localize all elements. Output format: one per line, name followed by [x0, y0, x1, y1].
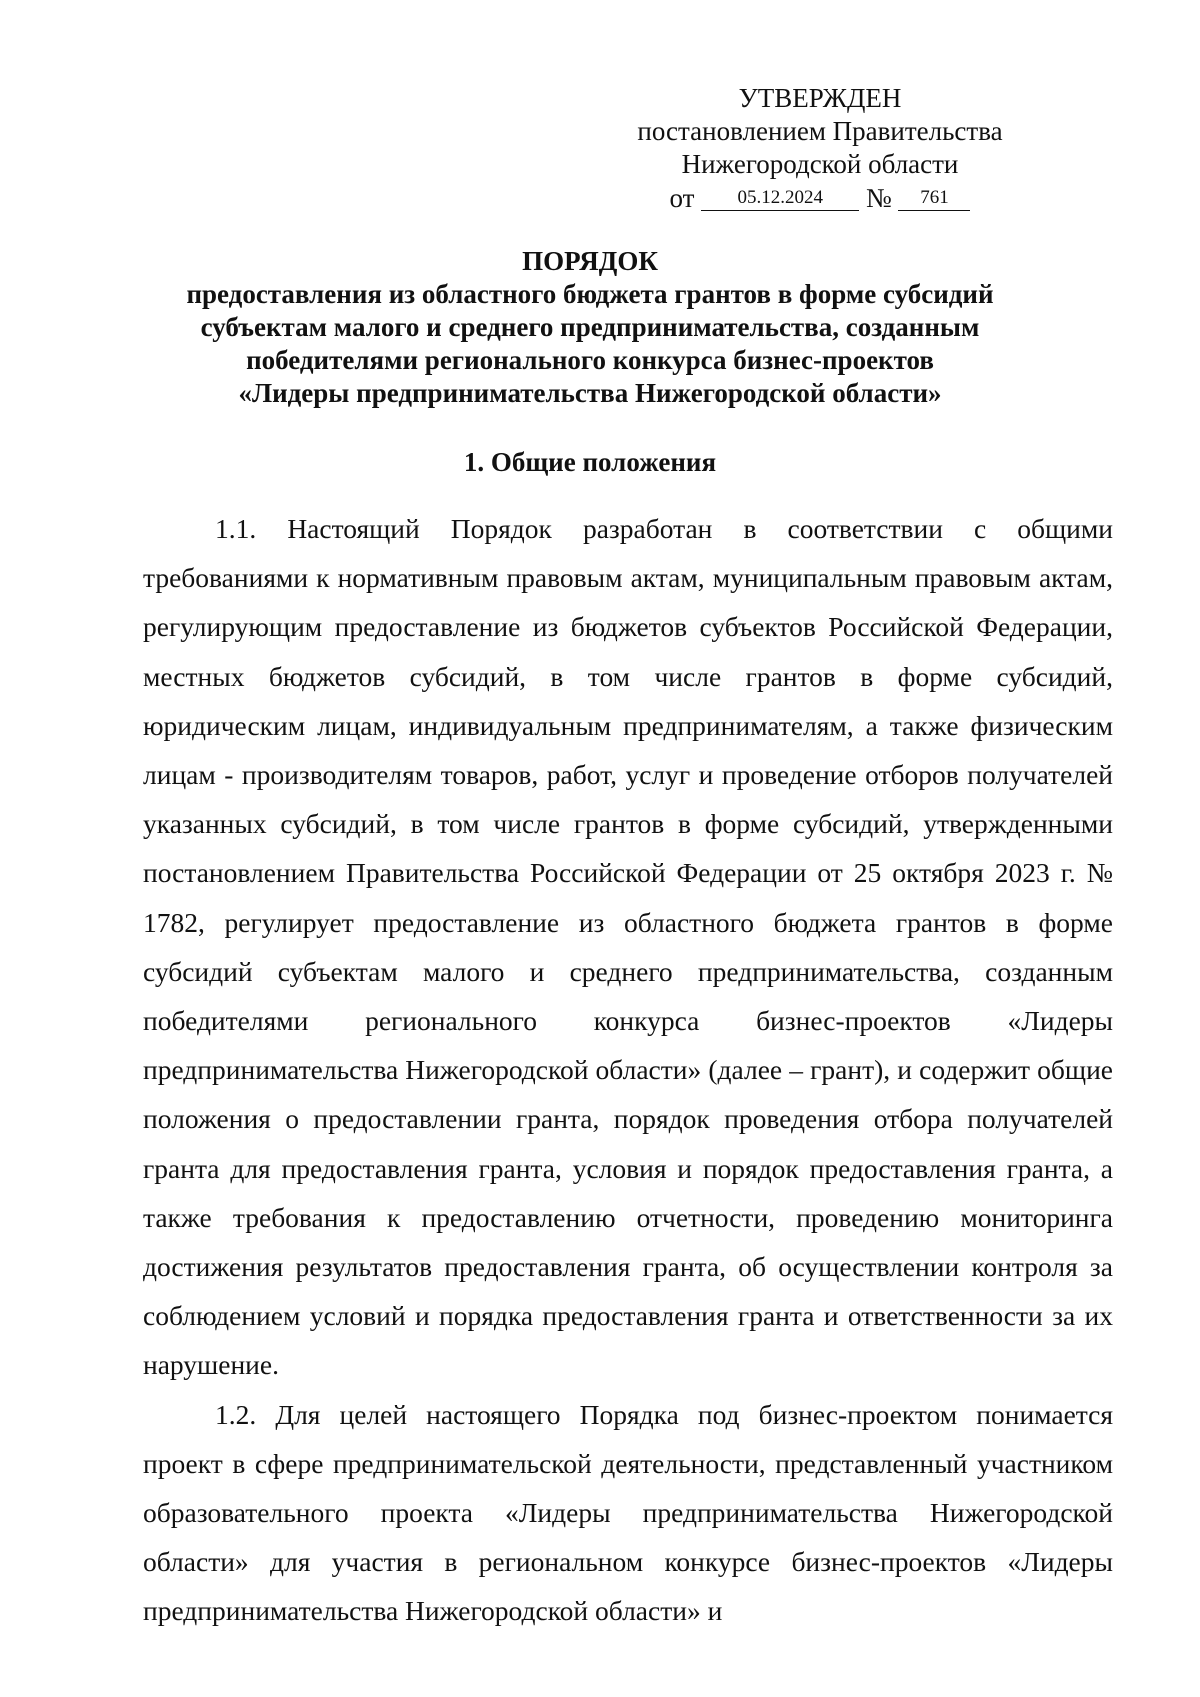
title-main: ПОРЯДОК: [522, 246, 658, 276]
approval-stamp-block: [600, 82, 1040, 215]
approval-number: 761: [898, 186, 970, 211]
document-title: [140, 245, 1040, 410]
approval-date-line: [600, 182, 1040, 215]
body-text: [143, 504, 1113, 1636]
number-sign: №: [865, 183, 892, 213]
paragraph-1-1: 1.1. Настоящий Порядок разработан в соответствии с общими требованиями к нормативным правовым актам, муниципальным правовым актам, регулирующим предоставление из бюджетов субъектов Российской Федерации, местных бюджетов субсидий, в том числе грантов в форме субсидий, юридическим лицам, индивидуальным предпринимателям, а также физическим лицам - производителям товаров, работ, услуг и проведение отборов получателей указанных субсидий, в том числе грантов в форме субсидий, утвержденными постановлением Правительства Российской Федерации от 25 октября 2023 г. № 1782, регулирует предоставление из областного бюджета грантов в форме субсидий субъектам малого и среднего предпринимательства, созданным победителями регионального конкурса бизнес-проектов «Лидеры предпринимательства Нижегородской области» (далее – грант), и содержит общие положения о предоставлении гранта, порядок проведения отбора получателей гранта для предоставления гранта, условия и порядок предоставления гранта, а также требования к предоставлению отчетности, проведению мониторинга достижения результатов предоставления гранта, об осуществлении контроля за соблюдением условий и порядка предоставления гранта и ответственности за их нарушение.: [143, 513, 1113, 1381]
title-line-4: «Лидеры предпринимательства Нижегородской области»: [238, 378, 942, 408]
date-prefix: от: [669, 183, 695, 213]
title-line-1: предоставления из областного бюджета грантов в форме субсидий: [186, 279, 994, 309]
approved-region-line: Нижегородской области: [681, 149, 959, 179]
title-line-3: победителями регионального конкурса бизнес-проектов: [246, 345, 934, 375]
paragraph-1-2: 1.2. Для целей настоящего Порядка под бизнес-проектом понимается проект в сфере предпринимательской деятельности, представленный участником образовательного проекта «Лидеры предпринимательства Нижегородской области» для участия в региональном конкурсе бизнес-проектов «Лидеры предпринимательства Нижегородской области» и: [143, 1398, 1113, 1627]
section-heading: 1. Общие положения: [463, 447, 717, 477]
approval-date: 05.12.2024: [701, 186, 859, 211]
title-line-2: субъектам малого и среднего предпринимательства, созданным: [200, 312, 980, 342]
approved-label: УТВЕРЖДЕН: [738, 83, 902, 113]
approved-by-line: постановлением Правительства: [637, 116, 1003, 146]
